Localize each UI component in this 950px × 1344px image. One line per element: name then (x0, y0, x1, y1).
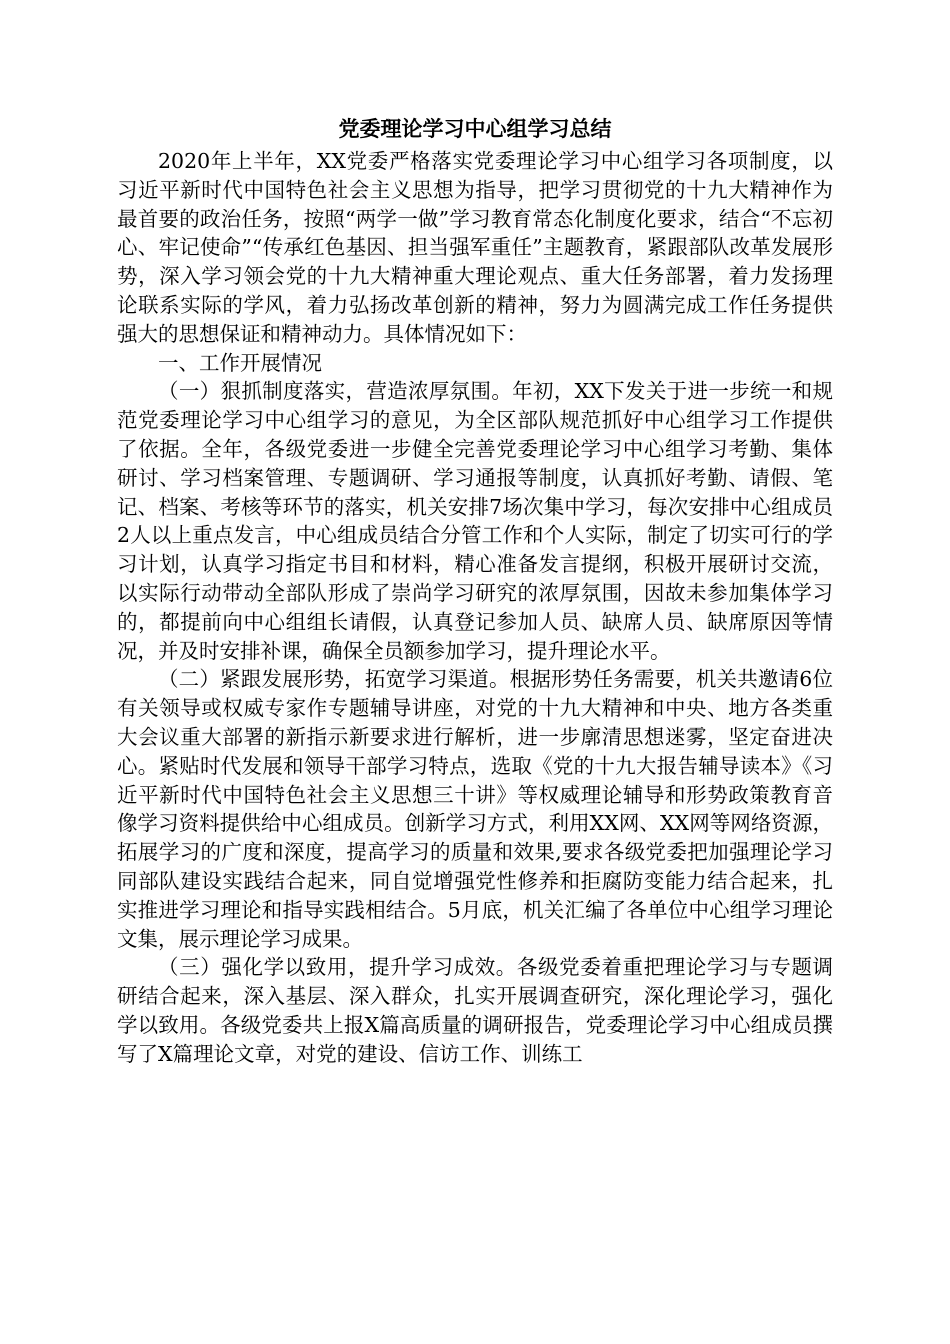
paragraph-item-3: （三）强化学以致用，提升学习成效。各级党委着重把理论学习与专题调研结合起来，深入基层、深入群众，扎实开展调查研究，深化理论学习，强化学以致用。各级党委共上报X篇高质量的调研报告，党委理论学习中心组成员撰写了X篇理论文章，对党的建设、信访工作、训练工 (117, 955, 833, 1066)
paragraph-item-1: （一）狠抓制度落实，营造浓厚氛围。年初，XX下发关于进一步统一和规范党委理论学习中心组学习的意见，为全区部队规范抓好中心组学习工作提供了依据。全年，各级党委进一步健全完善党委理论学习中心组学习考勤、集体研讨、学习档案管理、专题调研、学习通报等制度，认真抓好考勤、请假、笔记、档案、考核等环节的落实，机关安排7场次集中学习，每次安排中心组成员2人以上重点发言，中心组成员结合分管工作和个人实际，制定了切实可行的学习计划，认真学习指定书目和材料，精心准备发言提纲，积极开展研讨交流，以实际行动带动全部队形成了崇尚学习研究的浓厚氛围，因故未参加集体学习的，都提前向中心组组长请假，认真登记参加人员、缺席人员、缺席原因等情况，并及时安排补课，确保全员额参加学习，提升理论水平。 (117, 379, 833, 663)
section-heading-work-status: 一、工作开展情况 (158, 350, 322, 375)
document-body (117, 147, 833, 1069)
paragraph-intro: 2020年上半年，XX党委严格落实党委理论学习中心组学习各项制度，以习近平新时代中国特色社会主义思想为指导，把学习贯彻党的十九大精神作为最首要的政治任务，按照“两学一做”学习教育常态化制度化要求，结合“不忘初心、牢记使命”“传承红色基因、担当强军重任”主题教育，紧跟部队改革发展形势，深入学习领会党的十九大精神重大理论观点、重大任务部署，着力发扬理论联系实际的学风，着力弘扬改革创新的精神，努力为圆满完成工作任务提供强大的思想保证和精神动力。具体情况如下： (117, 149, 833, 346)
paragraph-item-2: （二）紧跟发展形势，拓宽学习渠道。根据形势任务需要，机关共邀请6位有关领导或权威专家作专题辅导讲座，对党的十九大精神和中央、地方各类重大会议重大部署的新指示新要求进行解析，进一步廓清思想迷雾，坚定奋进决心。紧贴时代发展和领导干部学习特点，选取《党的十九大报告辅导读本》《习近平新时代中国特色社会主义思想三十讲》等权威理论辅导和形势政策教育音像学习资料提供给中心组成员。创新学习方式，利用XX网、XX网等网络资源，拓展学习的广度和深度，提高学习的质量和效果,要求各级党委把加强理论学习同部队建设实践结合起来，同自觉增强党性修养和拒腐防变能力结合起来，扎实推进学习理论和指导实践相结合。5月底，机关汇编了各单位中心组学习理论文集，展示理论学习成果。 (117, 667, 833, 951)
document-title: 党委理论学习中心组学习总结 (338, 116, 612, 141)
